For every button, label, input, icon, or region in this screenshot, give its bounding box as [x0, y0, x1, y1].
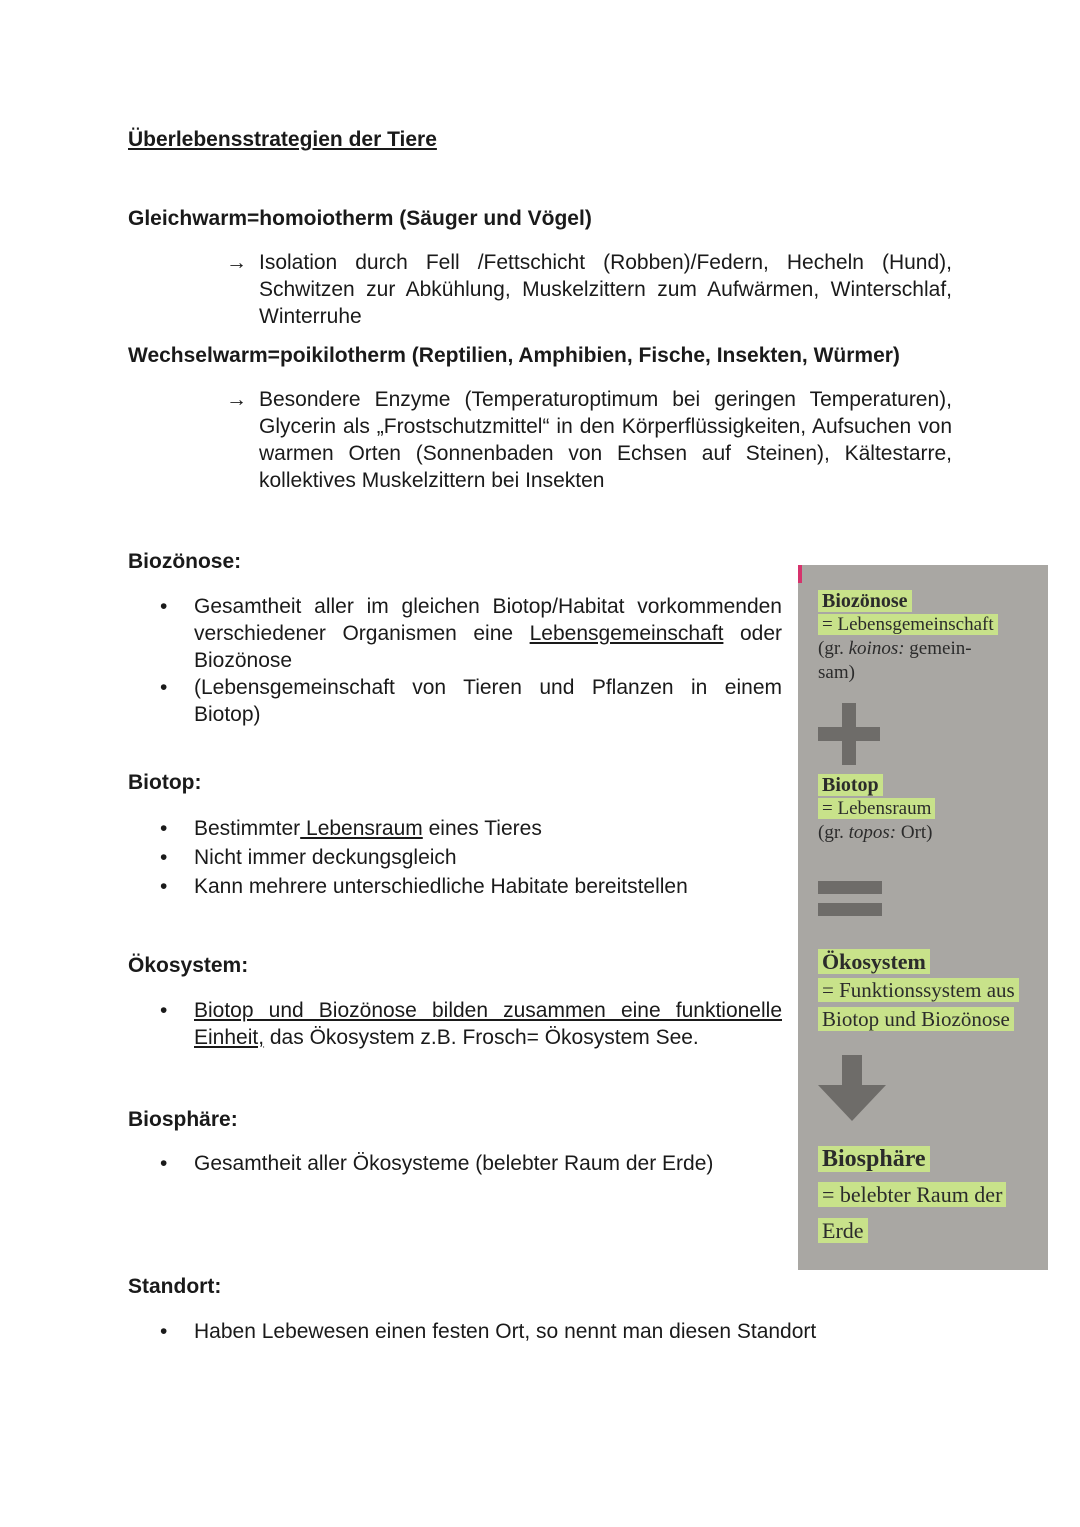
panel-biotop-title: Biotop — [818, 774, 883, 796]
panel-biozoenose-etym-end: sam) — [818, 662, 855, 683]
list-item — [160, 1150, 782, 1177]
panel-biotop — [818, 773, 935, 845]
etym-text: (gr. — [818, 638, 849, 659]
panel-biozoenose — [818, 589, 998, 685]
biosphaere-list — [160, 1150, 782, 1177]
homoiotherm-block — [226, 249, 952, 330]
list-item — [160, 1318, 880, 1345]
standort-heading: Standort: — [128, 1275, 222, 1298]
item-text: oder Biozönose — [194, 622, 782, 672]
standort-list — [160, 1318, 880, 1345]
biosphaere-heading: Biosphäre: — [128, 1108, 238, 1131]
lebensgemeinschaft-term: Lebensgemeinschaft — [529, 622, 724, 645]
item-text: das Ökosystem z.B. Frosch= Ökosystem See. — [264, 1026, 699, 1049]
textbook-photo-panel — [798, 565, 1048, 1270]
etym-term: koinos: — [848, 638, 905, 659]
list-item — [160, 674, 782, 728]
list-item — [160, 843, 782, 872]
bullet-icon: • — [160, 875, 168, 898]
panel-biosphaere-def: = belebter Raum der — [818, 1182, 1006, 1207]
panel-biosphaere-def2: Erde — [818, 1218, 868, 1243]
item-text: Nicht immer deckungsgleich — [194, 846, 457, 869]
bullet-icon: • — [160, 676, 168, 699]
etym-term: topos: — [848, 822, 897, 843]
bullet-icon: • — [160, 999, 168, 1022]
list-item — [160, 593, 782, 674]
photo-edge-mark — [798, 565, 802, 583]
panel-biozoenose-def: = Lebensgemeinschaft — [818, 614, 998, 635]
item-text: Gesamtheit aller Ökosysteme (belebter Raum der Erde) — [194, 1152, 714, 1175]
poikilotherm-text: Besondere Enzyme (Temperaturoptimum bei geringen Temperaturen), Glycerin als „Frostschutzmittel“ in den Körperflüssigkeiten, Aufsuchen von warmen Orten (Sonnenbaden von Echsen auf Steinen), Kältestarre, kollektives Muskelzittern bei Insekten — [259, 388, 952, 492]
biozoenose-list — [160, 593, 782, 728]
bullet-icon: • — [160, 595, 168, 618]
panel-biosphaere-title: Biosphäre — [818, 1146, 930, 1172]
item-text: Bestimmter — [194, 817, 301, 840]
homoiotherm-text: Isolation durch Fell /Fettschicht (Robben)/Federn, Hecheln (Hund), Schwitzen zur Abkühlung, Muskelzittern zum Aufwärmen, Winterschlaf, Winterruhe — [259, 251, 952, 328]
list-item — [160, 997, 782, 1051]
homoiotherm-heading: Gleichwarm=homoiotherm (Säuger und Vögel) — [128, 207, 592, 230]
biotop-list — [160, 814, 782, 901]
page-title: Überlebensstrategien der Tiere — [128, 128, 437, 151]
equals-icon — [818, 879, 882, 921]
oekosystem-list — [160, 997, 782, 1051]
etym-text: gemein- — [904, 638, 972, 659]
arrow-down-icon — [818, 1055, 886, 1123]
biozoenose-heading: Biozönose: — [128, 550, 242, 573]
panel-oekosystem — [818, 947, 1019, 1034]
panel-biotop-etym — [818, 821, 935, 845]
oekosystem-heading: Ökosystem: — [128, 954, 249, 977]
item-text: Haben Lebewesen einen festen Ort, so nennt man diesen Standort — [194, 1320, 817, 1343]
item-text: Kann mehrere unterschiedliche Habitate bereitstellen — [194, 875, 688, 898]
list-item — [160, 814, 782, 843]
plus-icon — [818, 703, 880, 765]
bullet-icon: • — [160, 1152, 168, 1175]
poikilotherm-block — [226, 386, 952, 494]
biotop-heading: Biotop: — [128, 771, 202, 794]
panel-biozoenose-etym — [818, 637, 998, 661]
etym-text: Ort) — [896, 822, 933, 843]
panel-biosphaere — [818, 1141, 1006, 1249]
panel-oekosystem-def2: Biotop und Biozönose — [818, 1007, 1014, 1031]
panel-biozoenose-title: Biozönose — [818, 590, 912, 612]
item-text: eines Tieres — [422, 817, 542, 840]
arrow-right-icon: → — [226, 388, 247, 411]
item-text: Gesamtheit aller im gleichen Biotop/Habitat vorkommenden verschiedener Organismen eine — [194, 595, 782, 645]
bullet-icon: • — [160, 817, 168, 840]
bullet-icon: • — [160, 1320, 168, 1343]
arrow-right-icon: → — [226, 251, 247, 274]
oekosystem-definition: Biotop und Biozönose bilden zusammen eine funktionelle Einheit, — [194, 999, 782, 1049]
poikilotherm-heading: Wechselwarm=poikilotherm (Reptilien, Amphibien, Fische, Insekten, Würmer) — [128, 344, 900, 367]
bullet-icon: • — [160, 846, 168, 869]
etym-text: (gr. — [818, 822, 849, 843]
panel-oekosystem-title: Ökosystem — [818, 949, 930, 974]
list-item — [160, 872, 782, 901]
panel-oekosystem-def: = Funktionssystem aus — [818, 978, 1019, 1002]
panel-biotop-def: = Lebensraum — [818, 798, 935, 819]
item-text: (Lebensgemeinschaft von Tieren und Pflanzen in einem Biotop) — [194, 676, 782, 726]
lebensraum-term: Lebensraum — [300, 817, 423, 840]
